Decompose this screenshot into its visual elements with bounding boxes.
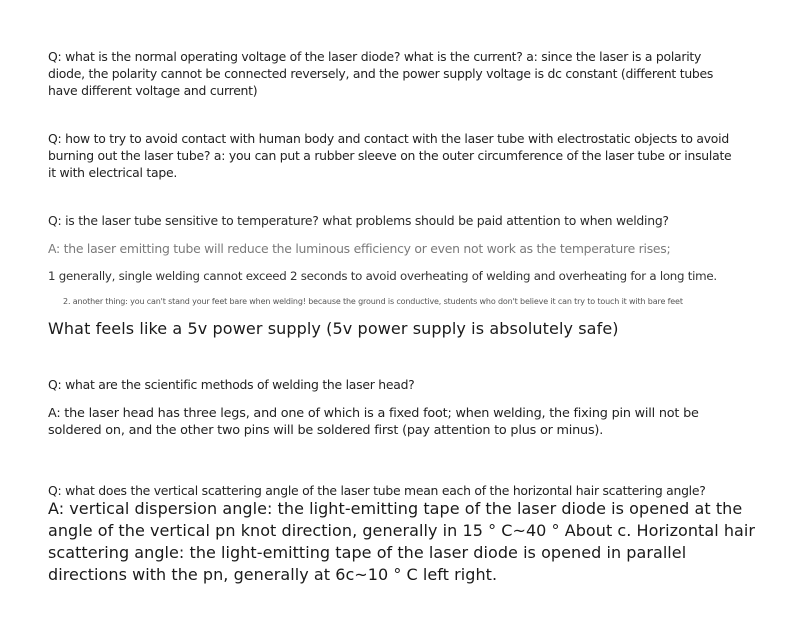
faq-item-electrostatic <box>48 130 731 181</box>
faq-question-temperature: Q: is the laser tube sensitive to temperature? what problems should be paid attention to when welding? <box>48 213 669 228</box>
text-line: scattering angle: the light-emitting tape of the laser diode is opened in parallel <box>48 543 687 562</box>
faq-question-scattering-angle: Q: what does the vertical scattering angle of the laser tube mean each of the horizontal hair scattering angle? <box>48 483 706 498</box>
power-supply-heading: What feels like a 5v power supply (5v power supply is absolutely safe) <box>48 319 619 338</box>
text-line: Q: what is the normal operating voltage of the laser diode? what is the current? a: since the laser is a polarity <box>48 49 702 64</box>
text-line: A: the laser head has three legs, and one of which is a fixed foot; when welding, the fixing pin will not be <box>48 406 699 421</box>
text-line: Q: how to try to avoid contact with human body and contact with the laser tube with electrostatic objects to avoid <box>48 131 729 146</box>
faq-answer-temperature: A: the laser emitting tube will reduce the luminous efficiency or even not work as the temperature rises; <box>48 241 671 256</box>
welding-note-1: 1 generally, single welding cannot exceed 2 seconds to avoid overheating of welding and overheating for a long time. <box>48 269 717 283</box>
text-line: directions with the pn, generally at 6c~10 ° C left right. <box>48 565 498 584</box>
faq-question-welding-method: Q: what are the scientific methods of welding the laser head? <box>48 377 415 392</box>
faq-answer-welding-method <box>48 405 699 439</box>
text-line: diode, the polarity cannot be connected reversely, and the power supply voltage is dc constant (different tubes <box>48 66 714 81</box>
text-line: soldered on, and the other two pins will be soldered first (pay attention to plus or minus). <box>48 423 604 438</box>
text-line: have different voltage and current) <box>48 83 258 98</box>
faq-answer-scattering-angle <box>48 498 755 586</box>
faq-item-operating-voltage <box>48 48 713 99</box>
text-line: burning out the laser tube? a: you can put a rubber sleeve on the outer circumference of the laser tube or insulate <box>48 148 732 163</box>
text-line: A: vertical dispersion angle: the light-emitting tape of the laser diode is opened at the <box>48 499 743 518</box>
text-line: angle of the vertical pn knot direction, generally in 15 ° C~40 ° About c. Horizontal hair <box>48 521 756 540</box>
welding-note-2: 2. another thing: you can't stand your feet bare when welding! because the ground is conductive, students who don't believe it can try to touch it with bare feet <box>63 297 683 306</box>
text-line: it with electrical tape. <box>48 165 178 180</box>
